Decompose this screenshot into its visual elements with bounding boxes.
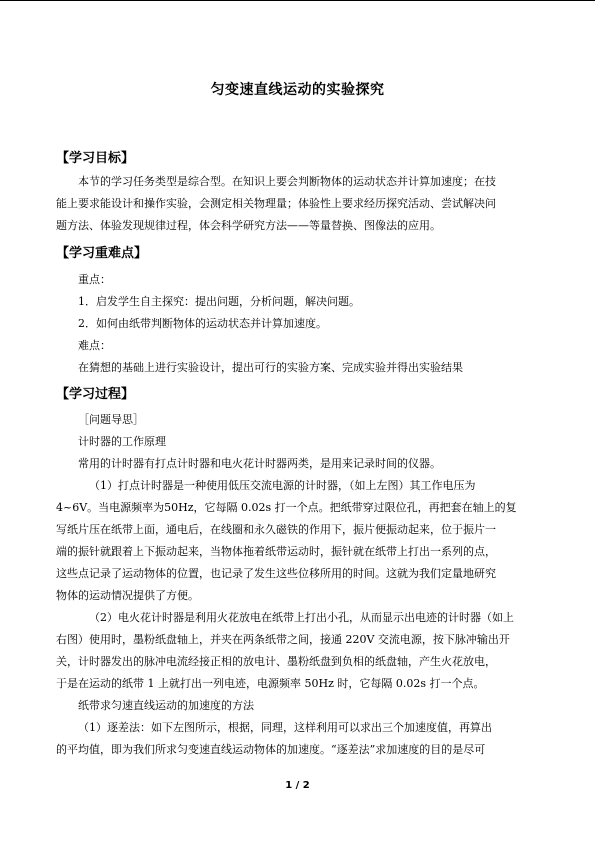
process-line-16: 的平均值，即为我们所求匀变速直线运动物体的加速度。“逐差法”求加速度的目的是尽可 — [56, 743, 486, 756]
process-line-12: 关，计时器发出的脉冲电流经接正相的放电计、墨粉纸盘到负相的纸盘轴，产生火花放电， — [56, 655, 496, 668]
section-heading-process: 【学习过程】 — [56, 387, 135, 402]
key-points-line-3: 2．如何由纸带判断物体的运动状态并计算加速度。 — [78, 317, 327, 330]
key-points-line-2: 1．启发学生自主探究：提出问题，分析问题，解决问题。 — [78, 295, 360, 308]
page-number: 1 / 2 — [285, 780, 310, 791]
page-title: 匀变速直线运动的实验探究 — [210, 82, 385, 98]
goals-line-2: 能上要求能设计和操作实验，会测定相关物理量；体验性上要求经历探究活动、尝试解决问 — [56, 197, 496, 210]
process-line-1: ［问题导思］ — [78, 413, 144, 426]
process-line-5: 4~6V。当电源频率为50Hz，它每隔 0.02s 打一个点。把纸带穿过限位孔，再把套在轴上的复 — [56, 501, 517, 514]
top-rule — [0, 0, 595, 1]
process-line-10: （2）电火花计时器是利用火花放电在纸带上打出小孔，从而显示出电迹的计时器（如上 — [89, 611, 514, 624]
process-line-4: （1）打点计时器是一种使用低压交流电源的计时器，（如上左图）其工作电压为 — [89, 479, 476, 492]
process-line-7: 端的振针就跟着上下振动起来，当物体拖着纸带运动时，振针就在纸带上打出一系列的点， — [56, 545, 496, 558]
process-line-6: 写纸片压在纸带上面，通电后，在线圈和永久磁铁的作用下，振片便振动起来，位于振片一 — [56, 523, 496, 536]
section-heading-goals: 【学习目标】 — [56, 151, 135, 166]
process-line-15: （1）逐差法：如下左图所示，根据，同理，这样利用可以求出三个加速度值，再算出 — [78, 721, 492, 734]
section-heading-key-points: 【学习重难点】 — [56, 246, 148, 261]
key-points-line-5: 在猜想的基础上进行实验设计，提出可行的实验方案、完成实验并得出实验结果 — [78, 361, 463, 374]
process-line-3: 常用的计时器有打点计时器和电火花计时器两类，是用来记录时间的仪器。 — [78, 457, 441, 470]
process-line-13: 于是在运动的纸带 1 上就打出一列电迹，电源频率 50Hz 时，它每隔 0.02s 打一个点。 — [56, 677, 485, 690]
process-line-9: 物体的运动情况提供了方便。 — [56, 589, 199, 602]
process-line-8: 这些点记录了运动物体的位置，也记录了发生这些位移所用的时间。这就为我们定量地研究 — [56, 567, 496, 580]
goals-line-3: 题方法、体验发现规律过程，体会科学研究方法——等量替换、图像法的应用。 — [56, 219, 441, 232]
key-points-line-4: 难点： — [78, 339, 111, 352]
process-line-2: 计时器的工作原理 — [78, 435, 166, 448]
process-line-11: 右图）使用时，墨粉纸盘轴上，并夹在两条纸带之间，接通 220V 交流电源，按下脉冲输出开 — [56, 633, 510, 646]
key-points-line-1: 重点： — [78, 273, 111, 286]
goals-line-1: 本节的学习任务类型是综合型。在知识上要会判断物体的运动状态并计算加速度；在技 — [78, 175, 496, 188]
process-line-14: 纸带求匀速直线运动的加速度的方法 — [78, 699, 254, 712]
